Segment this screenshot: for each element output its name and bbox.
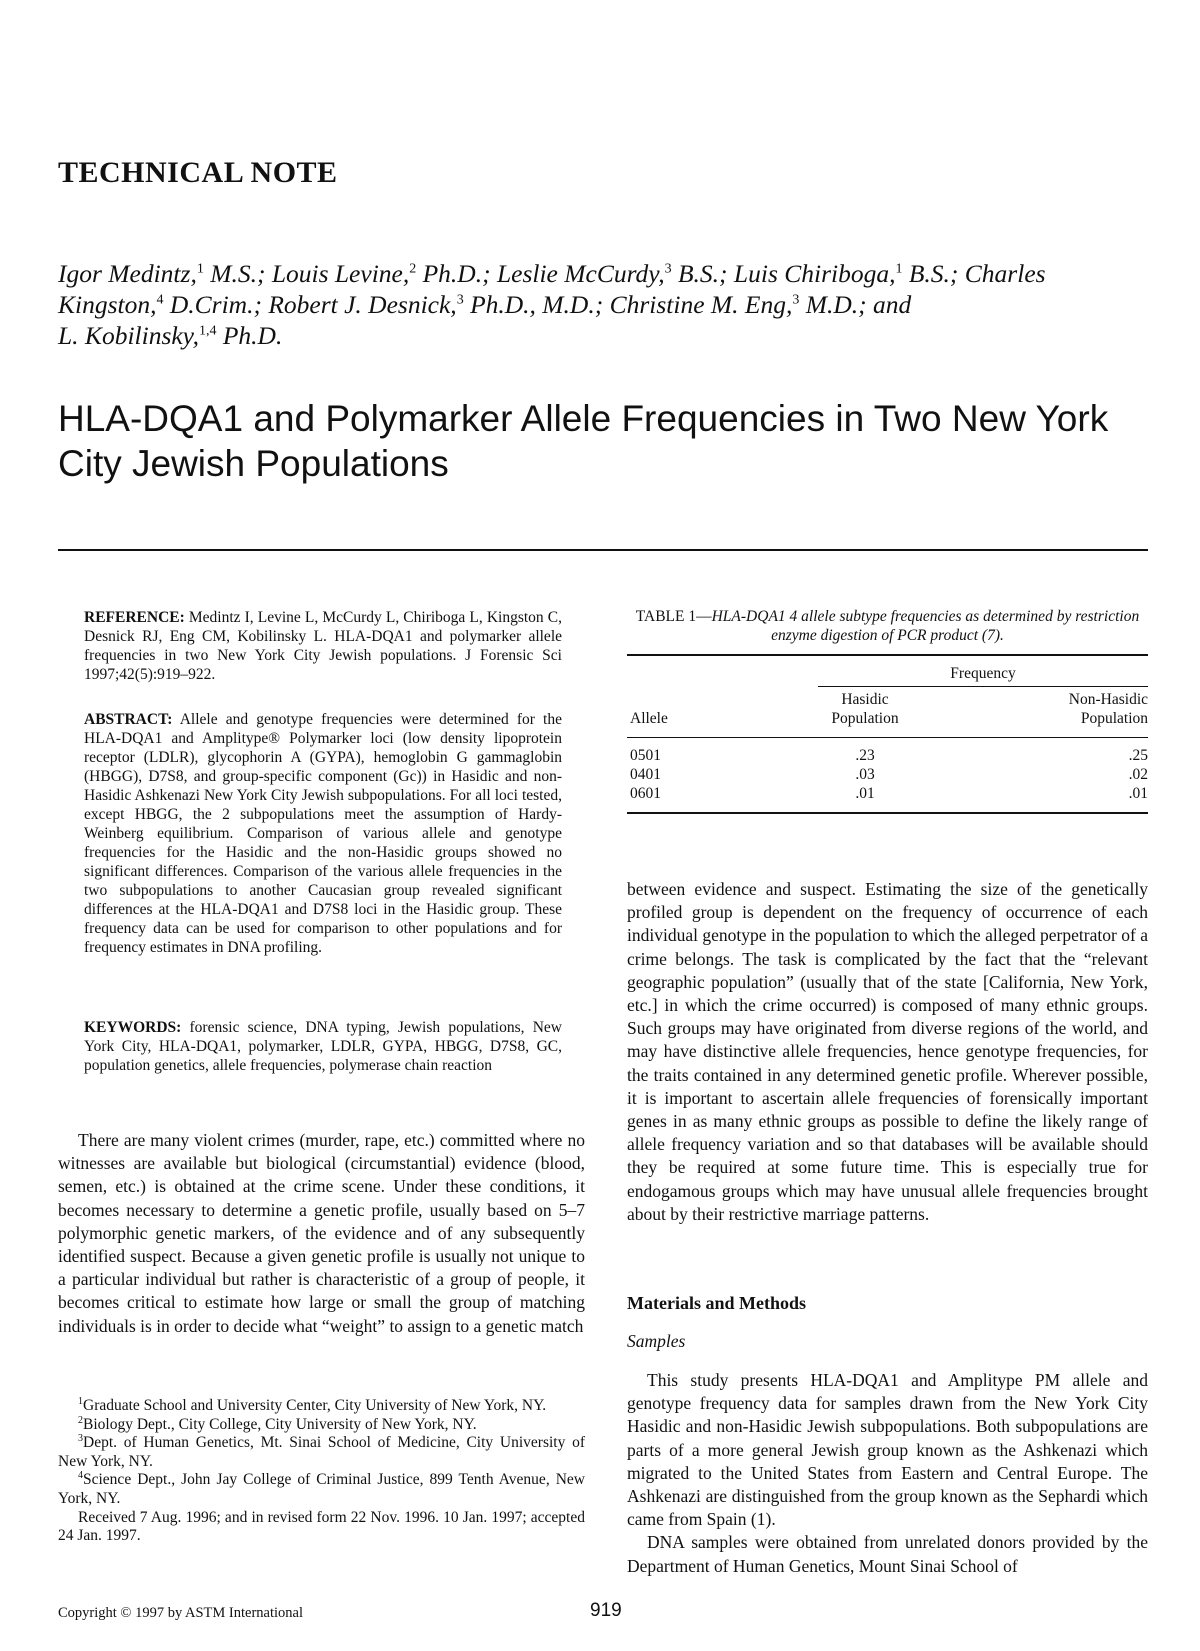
intro-paragraph: There are many violent crimes (murder, rape, etc.) committed where no witnesses are available but biological (circumstantial) evidence (blood, semen, etc.) is obtained at the crime scene. Under these conditions, it becomes necessary to determine a genetic profile, usually based on 5–7 polymorphic genetic markers, of the evidence and of any subsequently identified suspect. Because a given genetic profile is usually not unique to a particular individual but rather is characteristic of a group of people, it becomes critical to estimate how large or small the group of matching individuals is in order to decide what “weight” to assign to a genetic match [58, 1130, 585, 1336]
reference-label: REFERENCE: [84, 609, 185, 626]
table-caption [627, 607, 1148, 645]
reference-block [84, 608, 562, 684]
footnote: $^2$Biology Dept., City College, City University of New York, NY. [78, 1414, 477, 1433]
copyright-notice: Copyright © 1997 by ASTM International [58, 1605, 304, 1621]
author-degree: B.S.; [671, 259, 728, 288]
author-affiliation: 1 [895, 261, 903, 277]
cell-allele: 0501 [630, 747, 661, 764]
author-list [58, 258, 1148, 351]
keywords-block [84, 1018, 562, 1075]
cell-non-hasidic: .02 [1128, 766, 1148, 783]
cell-non-hasidic: .25 [1128, 747, 1148, 764]
body-paragraph-continued: between evidence and suspect. Estimating the size of the genetically profiled group is dependent on the frequency of occurrence of each individual genotype in the population to which the alleged perpetrator of a crime belongs. The task is complicated by the fact that the “relevant geographic population” (usually that of the state [California, New York, etc.] in which the crime occurred) is composed of many ethnic groups. Such groups may have originated from diverse regions of the world, and may have distinctive allele frequencies, hence genotype frequencies, for the traits contained in any determined genetic profile. Wherever possible, it is important to ascertain allele frequencies of forensically important genes in as many ethnic groups as possible to define the likely range of allele frequency variation and so that databases will be available should they be required at some future time. This is especially true for endogamous groups which may have unusual allele frequencies brought about by their restrictive marriage patterns. [627, 879, 1148, 1224]
cell-allele: 0601 [630, 785, 661, 802]
author-name: L. Kobilinsky, [58, 321, 199, 350]
author-name: Christine M. Eng, [603, 290, 793, 319]
table-header-allele: Allele [630, 710, 668, 727]
samples-paragraph: This study presents HLA-DQA1 and Amplitype PM allele and genotype frequency data for samples drawn from the New York City Hasidic and non-Hasidic Jewish subpopulations. Both subpopulations are parts of a more general Jewish group known as the Ashkenazi which migrated to the United States from Eastern and Central Europe. The Ashkenazi are distinguished from the group known as the Sephardi which came from Spain (1). [627, 1370, 1148, 1530]
cell-non-hasidic: .01 [1128, 785, 1148, 802]
table-rule-header [627, 737, 1148, 738]
table-row [630, 765, 1148, 784]
title-divider [58, 549, 1148, 551]
cell-hasidic: .23 [855, 747, 875, 764]
author-degree: D.Crim.; [163, 290, 262, 319]
author-affiliation: 1 [196, 261, 204, 277]
table-row [630, 784, 1148, 803]
author-affiliation: 3 [792, 292, 800, 308]
cell-allele: 0401 [630, 766, 661, 783]
table-rule-frequency [818, 686, 1148, 687]
subsection-heading-samples: Samples [627, 1331, 686, 1351]
author-affiliation: 4 [156, 292, 164, 308]
footnote-mark: 2 [78, 1414, 83, 1426]
author-degree: M.D.; and [799, 290, 912, 319]
author-degree: Ph.D. [216, 321, 283, 350]
author-name: Igor Medintz, [58, 259, 197, 288]
table-header-non-hasidic: Non-Hasidic Population [1068, 691, 1148, 727]
abstract-text: Allele and genotype frequencies were determined for the HLA-DQA1 and Amplitype® Polymarker loci (low density lipoprotein receptor (LDLR), glycophorin A (GYPA), hemoglobin G gammaglobin (HBGG), D7S8, and group-specific component (Gc)) in Hasidic and non-Hasidic Ashkenazi New York City Jewish subpopulations. For all loci tested, except HBGG, the 2 subpopulations meet the assumption of Hardy-Weinberg equilibrium. Comparison of various allele and genotype frequencies for the Hasidic and the non-Hasidic groups showed no significant differences. Comparison of the various allele frequencies in the two subpopulations to another Caucasian group revealed significant differences at the HLA-DQA1 and D7S8 loci in the Hasidic group. These frequency data can be used for comparison to other populations and for frequency estimates in DNA profiling. [84, 711, 562, 956]
footnote-mark: 4 [78, 1470, 83, 1482]
abstract-label: ABSTRACT: [84, 711, 173, 728]
author-name: Charles Kingston, [58, 259, 1046, 319]
footnotes [58, 1397, 585, 1546]
author-degree: Ph.D.; [416, 259, 491, 288]
table-row [630, 746, 1148, 765]
author-affiliation: 3 [456, 292, 464, 308]
keywords-text: forensic science, DNA typing, Jewish populations, New York City, HLA-DQA1, polymarker, LDLR, GYPA, HBGG, D7S8, GC, population genetics, allele frequencies, polymerase chain reaction [84, 1019, 562, 1074]
table-rule-top [627, 654, 1148, 656]
keywords-label: KEYWORDS: [84, 1019, 182, 1036]
footnote: $^3$Dept. of Human Genetics, Mt. Sinai School of Medicine, City University of New York, NY. [58, 1433, 585, 1470]
footnote-mark: 3 [78, 1433, 83, 1445]
footnote: $^4$Science Dept., John Jay College of Criminal Justice, 899 Tenth Avenue, New York, NY. [58, 1470, 585, 1507]
samples-section [627, 1369, 1148, 1578]
samples-paragraph: DNA samples were obtained from unrelated donors provided by the Department of Human Genetics, Mount Sinai School of [627, 1532, 1148, 1576]
author-degree: M.S.; [203, 259, 266, 288]
author-degree: B.S.; [902, 259, 959, 288]
table-header-hasidic: Hasidic Population [831, 691, 899, 727]
table-rule-bottom [627, 812, 1148, 814]
author-affiliation: 2 [409, 261, 417, 277]
author-name: Luis Chiriboga, [727, 259, 896, 288]
table-caption-label: TABLE 1— [635, 608, 712, 625]
abstract-block [84, 710, 562, 957]
author-affiliation: 1,4 [198, 323, 217, 339]
author-degree: Ph.D., M.D.; [463, 290, 604, 319]
received-dates: Received 7 Aug. 1996; and in revised form 22 Nov. 1996. 10 Jan. 1997; accepted 24 Jan. 1997. [58, 1508, 585, 1545]
paper-title: HLA-DQA1 and Polymarker Allele Frequencies in Two New York City Jewish Populations [58, 398, 1109, 484]
footnote-mark: 1 [78, 1395, 83, 1407]
table-header-frequency: Frequency [950, 665, 1016, 682]
table-caption-text: HLA-DQA1 4 allele subtype frequencies as determined by restriction enzyme digestion of PCR product (7). [711, 608, 1140, 644]
cell-hasidic: .03 [855, 766, 875, 783]
section-heading-materials-methods: Materials and Methods [627, 1293, 806, 1313]
reference-text: Medintz I, Levine L, McCurdy L, Chiriboga L, Kingston C, Desnick RJ, Eng CM, Kobilinsky L. HLA-DQA1 and polymarker allele frequencies in two New York City Jewish populations. J Forensic Sci 1997;42(5):919–922. [84, 609, 562, 683]
page-number: 919 [590, 1600, 622, 1621]
section-label: TECHNICAL NOTE [58, 156, 338, 189]
footnote: $^1$Graduate School and University Center, City University of New York, NY. [78, 1395, 547, 1414]
author-name: Louis Levine, [265, 259, 410, 288]
author-name: Leslie McCurdy, [490, 259, 665, 288]
author-affiliation: 3 [664, 261, 672, 277]
author-name: Robert J. Desnick, [261, 290, 457, 319]
cell-hasidic: .01 [855, 785, 875, 802]
